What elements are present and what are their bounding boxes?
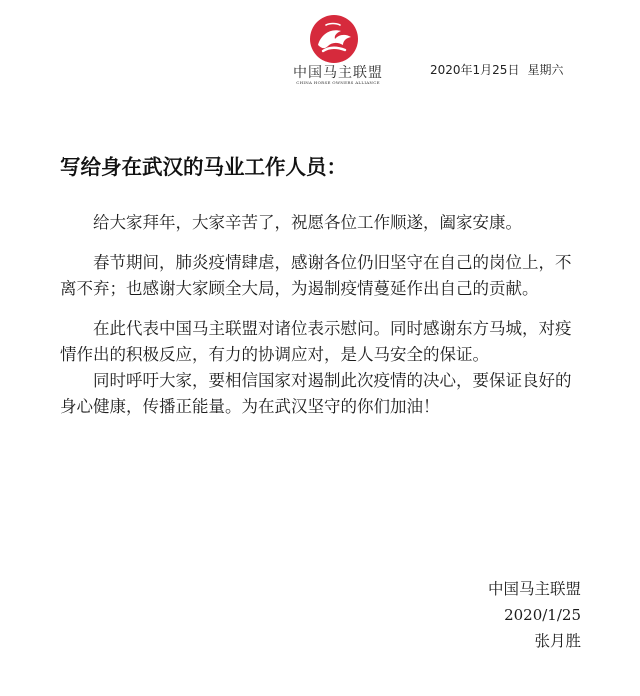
horse-owners-logo-icon (307, 12, 361, 66)
letter-title: 写给身在武汉的马业工作人员： (60, 155, 347, 179)
letter-paragraph-1: 给大家拜年，大家辛苦了，祝愿各位工作顺遂，阖家安康。 (93, 213, 522, 232)
logo-org-name: 中国马主联盟 (293, 65, 383, 81)
logo-org-english: CHINA HORSE OWNERS ALLIANCE (296, 80, 380, 85)
header-date (430, 61, 563, 78)
letter-paragraph-3: 在此代表中国马主联盟对诸位表示慰问。同时感谢东方马城，对疫情作出的积极反应，有力的协调应对，是人马安全的保证。 (60, 319, 572, 364)
letter-body (60, 210, 580, 420)
signature-date: 2020/1/25 (504, 606, 581, 624)
letter-paragraph-2: 春节期间，肺炎疫情肆虐，感谢各位仍旧坚守在自己的岗位上，不离不弃；也感谢大家顾全大局，为遏制疫情蔓延作出自己的贡献。 (60, 253, 572, 298)
letter-signature (488, 576, 581, 654)
signature-org: 中国马主联盟 (487, 580, 581, 598)
header-weekday: 星期六 (527, 63, 564, 77)
signature-name: 张月胜 (534, 632, 581, 650)
header-date-text: 2020年1月25日 (430, 63, 520, 77)
letter-paragraph-4: 同时呼吁大家，要相信国家对遏制此次疫情的决心，要保证良好的身心健康，传播正能量。为在武汉坚守的你们加油！ (60, 371, 572, 416)
